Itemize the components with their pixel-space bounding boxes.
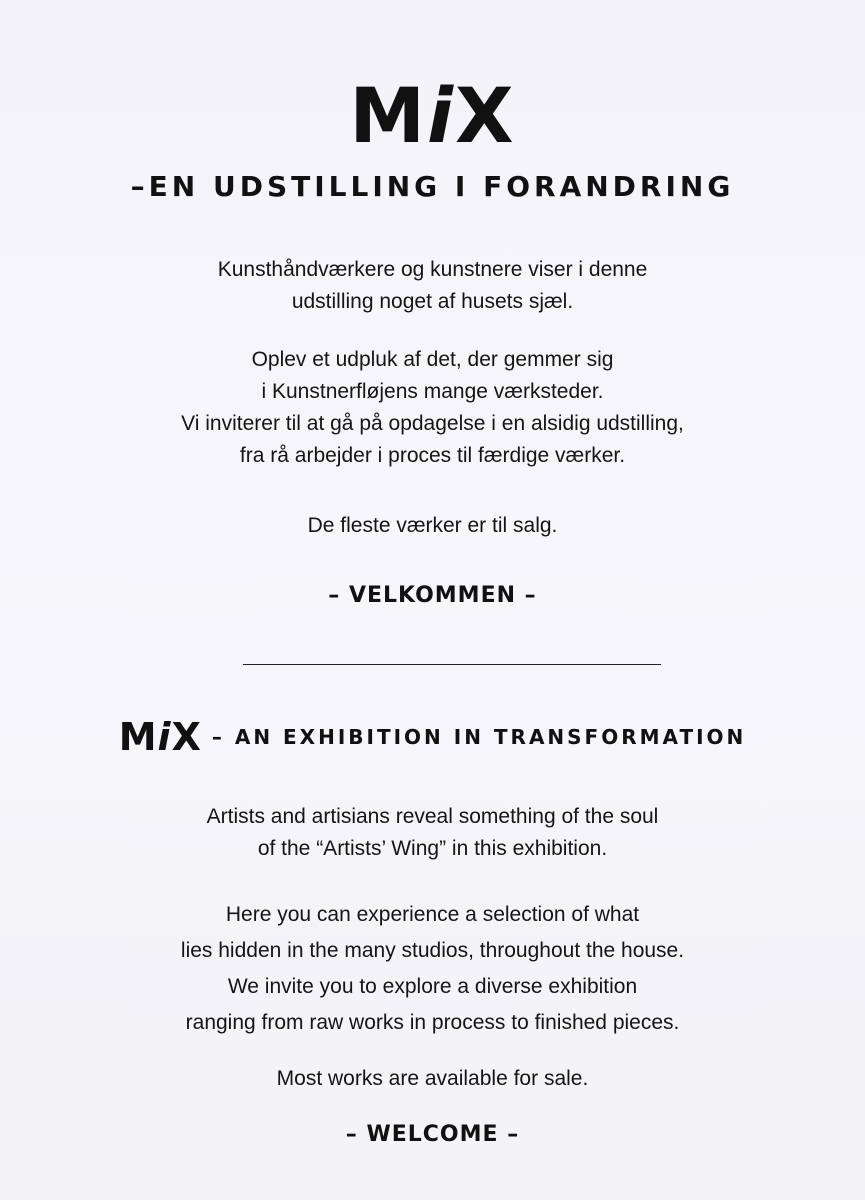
text-line: Artists and artisians reveal something of the soul [206,805,659,828]
text-line: fra rå arbejder i proces til færdige værker. [239,444,626,467]
logo-letter-m: M [349,71,427,160]
text-line: Kunsthåndværkere og kunstnere viser i denne [217,258,648,281]
english-heading [0,715,865,759]
text-line: of the “Artists’ Wing” in this exhibition. [257,837,608,860]
logo-letter-x: X [455,71,516,160]
english-paragraph-3 [0,1063,865,1095]
text-line: Oplev et udpluk af det, der gemmer sig [251,348,614,371]
logo-letter-m: M [118,715,158,759]
text-line: lies hidden in the many studios, throughout the house. [180,939,685,962]
danish-paragraph-3 [0,510,865,542]
text-line: De fleste værker er til salg. [307,514,558,537]
english-paragraph-2 [0,897,865,1041]
danish-subtitle: –EN UDSTILLING I FORANDRING [130,170,735,203]
logo-letter-i: i [426,71,456,160]
logo-letter-x: X [171,715,202,759]
text-line: udstilling noget af husets sjæl. [291,290,574,313]
text-line: ranging from raw works in process to finished pieces. [185,1011,680,1034]
mix-logo [0,71,865,160]
text-line: Here you can experience a selection of what [225,903,640,926]
text-line: Most works are available for sale. [276,1067,589,1090]
english-subtitle: – AN EXHIBITION IN TRANSFORMATION [211,725,747,749]
mix-logo-small [119,715,202,759]
text-line: i Kunstnerfløjens mange værksteder. [261,380,604,403]
danish-paragraph-1 [0,254,865,318]
section-divider [243,664,661,665]
danish-welcome: – VELKOMMEN – [328,583,537,608]
text-line: Vi inviterer til at gå på opdagelse i en alsidig udstilling, [181,412,684,435]
danish-paragraph-2 [0,344,865,472]
logo-letter-i: i [157,715,172,759]
text-line: We invite you to explore a diverse exhibition [227,975,638,998]
english-welcome: – WELCOME – [345,1122,520,1147]
english-paragraph-1 [0,801,865,865]
